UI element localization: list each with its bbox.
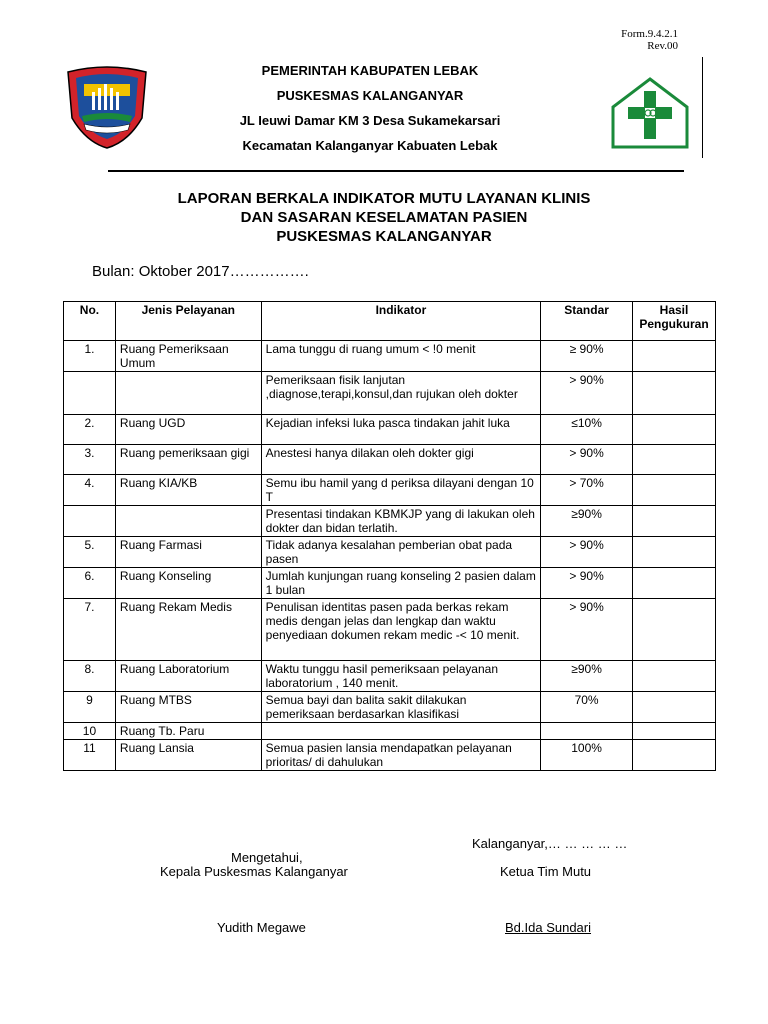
table-row bbox=[64, 475, 716, 506]
row-standard: > 70% bbox=[541, 475, 633, 506]
row-indicator: Kejadian infeksi luka pasca tindakan jahit luka bbox=[261, 415, 541, 445]
row-standard: > 90% bbox=[541, 537, 633, 568]
signature-ketua: Ketua Tim Mutu bbox=[500, 864, 592, 879]
row-service: Ruang UGD bbox=[115, 415, 261, 445]
row-indicator bbox=[261, 723, 541, 740]
header-standar: Standar bbox=[541, 302, 633, 341]
row-number: 9 bbox=[64, 692, 116, 723]
row-number: 1. bbox=[64, 341, 116, 372]
row-indicator: Waktu tunggu hasil pemeriksaan pelayanan laboratorium , 140 menit. bbox=[261, 661, 541, 692]
row-indicator: Semua bayi dan balita sakit dilakukan pemeriksaan berdasarkan klasifikasi bbox=[261, 692, 541, 723]
title-line-1: LAPORAN BERKALA INDIKATOR MUTU LAYANAN KLINIS bbox=[177, 190, 591, 207]
row-number: 3. bbox=[64, 445, 116, 475]
row-indicator: Jumlah kunjungan ruang konseling 2 pasien dalam 1 bulan bbox=[261, 568, 541, 599]
signature-place-date: Kalanganyar,… … … … … bbox=[472, 836, 628, 851]
header-government: PEMERINTAH KABUPATEN LEBAK bbox=[261, 63, 479, 78]
row-result bbox=[633, 341, 716, 372]
table-row bbox=[64, 740, 716, 771]
row-service: Ruang Tb. Paru bbox=[115, 723, 261, 740]
form-code bbox=[560, 28, 678, 52]
table-row bbox=[64, 692, 716, 723]
row-service: Ruang Pemeriksaan Umum bbox=[115, 341, 261, 372]
report-title bbox=[60, 189, 708, 246]
row-indicator: Penulisan identitas pasen pada berkas rekam medis dengan jelas dan lengkap dan waktu penyediaan dokumen rekam medic -< 10 menit. bbox=[261, 599, 541, 661]
table-row bbox=[64, 723, 716, 740]
row-number: 5. bbox=[64, 537, 116, 568]
letterhead bbox=[160, 63, 580, 163]
kabupaten-lebak-logo-icon bbox=[62, 66, 152, 150]
header-hasil: Hasil Pengukuran bbox=[633, 302, 716, 341]
row-standard: > 90% bbox=[541, 568, 633, 599]
row-number: 2. bbox=[64, 415, 116, 445]
row-result bbox=[633, 445, 716, 475]
signature-name-right: Bd.Ida Sundari bbox=[505, 920, 592, 935]
header-jenis: Jenis Pelayanan bbox=[115, 302, 261, 341]
row-standard bbox=[541, 723, 633, 740]
row-result bbox=[633, 740, 716, 771]
table-row bbox=[64, 661, 716, 692]
row-number: 4. bbox=[64, 475, 116, 506]
row-service: Ruang Laboratorium bbox=[115, 661, 261, 692]
signature-kepala: Kepala Puskesmas Kalanganyar bbox=[160, 864, 348, 879]
report-month: Bulan: Oktober 2017……………. bbox=[92, 263, 309, 280]
row-number: 7. bbox=[64, 599, 116, 661]
header-no: No. bbox=[64, 302, 116, 341]
table-row bbox=[64, 372, 716, 415]
form-revision: Rev.00 bbox=[647, 40, 678, 52]
row-number: 11 bbox=[64, 740, 116, 771]
row-result bbox=[633, 599, 716, 661]
table-row bbox=[64, 415, 716, 445]
header-district: Kecamatan Kalanganyar Kabuaten Lebak bbox=[242, 138, 498, 153]
row-standard: ≤10% bbox=[541, 415, 633, 445]
header-divider bbox=[108, 170, 684, 172]
row-standard: ≥ 90% bbox=[541, 341, 633, 372]
row-indicator: Semua pasien lansia mendapatkan pelayanan prioritas/ di dahulukan bbox=[261, 740, 541, 771]
row-indicator: Semu ibu hamil yang d periksa dilayani dengan 10 T bbox=[261, 475, 541, 506]
row-standard: > 90% bbox=[541, 372, 633, 415]
table-row bbox=[64, 599, 716, 661]
row-service: Ruang pemeriksaan gigi bbox=[115, 445, 261, 475]
row-service: Ruang Farmasi bbox=[115, 537, 261, 568]
indicator-table bbox=[63, 301, 716, 771]
table-row bbox=[64, 568, 716, 599]
row-number: 8. bbox=[64, 661, 116, 692]
table-body bbox=[64, 341, 716, 771]
table-row bbox=[64, 341, 716, 372]
row-indicator: Tidak adanya kesalahan pemberian obat pada pasen bbox=[261, 537, 541, 568]
signature-mengetahui: Mengetahui, bbox=[231, 850, 303, 865]
row-standard: > 90% bbox=[541, 599, 633, 661]
row-standard: > 90% bbox=[541, 445, 633, 475]
row-indicator: Lama tunggu di ruang umum < !0 menit bbox=[261, 341, 541, 372]
row-standard: ≥90% bbox=[541, 661, 633, 692]
table-header-row bbox=[64, 302, 716, 341]
row-service bbox=[115, 506, 261, 537]
row-indicator: Presentasi tindakan KBMKJP yang di lakukan oleh dokter dan bidan terlatih. bbox=[261, 506, 541, 537]
row-result bbox=[633, 568, 716, 599]
row-number bbox=[64, 506, 116, 537]
form-number: Form.9.4.2.1 bbox=[621, 28, 678, 40]
row-result bbox=[633, 475, 716, 506]
row-indicator: Anestesi hanya dilakan oleh dokter gigi bbox=[261, 445, 541, 475]
header-puskesmas: PUSKESMAS KALANGANYAR bbox=[276, 88, 464, 103]
signature-name-left: Yudith Megawe bbox=[217, 920, 306, 935]
row-result bbox=[633, 692, 716, 723]
row-indicator: Pemeriksaan fisik lanjutan ,diagnose,terapi,konsul,dan rujukan oleh dokter bbox=[261, 372, 541, 415]
row-result bbox=[633, 661, 716, 692]
row-standard: ≥90% bbox=[541, 506, 633, 537]
row-result bbox=[633, 372, 716, 415]
table-row bbox=[64, 506, 716, 537]
table-row bbox=[64, 445, 716, 475]
row-service: Ruang KIA/KB bbox=[115, 475, 261, 506]
row-result bbox=[633, 506, 716, 537]
row-service: Ruang Rekam Medis bbox=[115, 599, 261, 661]
title-line-3: PUSKESMAS KALANGANYAR bbox=[276, 228, 492, 245]
puskesmas-logo-icon bbox=[611, 77, 689, 149]
title-line-2: DAN SASARAN KESELAMATAN PASIEN bbox=[240, 209, 528, 226]
row-number: 10 bbox=[64, 723, 116, 740]
row-service: Ruang Lansia bbox=[115, 740, 261, 771]
header-indikator: Indikator bbox=[261, 302, 541, 341]
row-number bbox=[64, 372, 116, 415]
row-result bbox=[633, 537, 716, 568]
row-service bbox=[115, 372, 261, 415]
row-result bbox=[633, 723, 716, 740]
header-address: JL Ieuwi Damar KM 3 Desa Sukamekarsari bbox=[239, 113, 501, 128]
row-service: Ruang Konseling bbox=[115, 568, 261, 599]
row-standard: 100% bbox=[541, 740, 633, 771]
row-service: Ruang MTBS bbox=[115, 692, 261, 723]
row-number: 6. bbox=[64, 568, 116, 599]
table-row bbox=[64, 537, 716, 568]
header-vertical-line bbox=[702, 57, 703, 158]
row-standard: 70% bbox=[541, 692, 633, 723]
row-result bbox=[633, 415, 716, 445]
